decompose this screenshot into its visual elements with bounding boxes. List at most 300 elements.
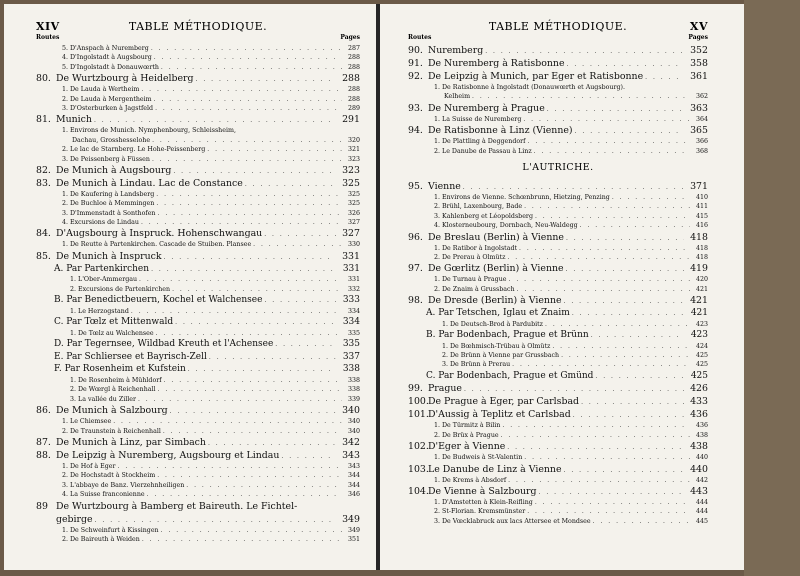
entry-text: 1. La Suisse de Nuremberg [434,115,522,123]
entry-text: 3. De Brünn à Prerau [442,361,511,369]
entry-text: 2. De Prerau à Olmütz [434,253,506,261]
entry-text: De Munich à Inspruck [56,250,162,262]
entry-text: A. Par Partenkirchen [54,263,150,274]
page-ref: 364 [695,115,708,123]
entry-text: 1. De Lauda à Wertheim [62,86,140,94]
route-entry [36,404,360,417]
entry-text: 1. De Rosenheim à Mühldorf [70,376,162,384]
sub-entry [36,338,360,351]
entry-text: 1. Le Chiemsee [62,418,112,426]
page-ref: 425 [690,370,708,381]
dot-leader [485,45,684,57]
entry-text: gebirge [56,513,93,525]
sub-entry [408,307,708,320]
page-ref: 368 [695,147,708,155]
dot-leader [472,92,690,101]
page-ref: 343 [342,449,360,461]
entry-text: 2. St-Florian. Kremsmünster [434,508,526,516]
entry-text: 3. D'Immenstadt à Sonthofen [62,209,156,217]
dot-leader [645,71,684,83]
route-entry [36,113,360,126]
column-headers [408,34,708,44]
page-ref: 440 [695,454,708,462]
route-entry [408,382,708,395]
dot-leader [151,44,342,53]
entry-text: De Munich à Linz, par Simbach [56,436,206,448]
dot-leader [157,471,342,480]
entry-text: 1. D'Amstetten à Klein-Reifling [434,498,533,506]
route-entry [36,72,360,85]
entry-text: Dachau, Grosshesselohe [72,136,151,144]
page-ref: 349 [342,513,360,525]
dot-leader [141,85,342,94]
route-number: 83. [36,177,51,189]
sub-entry [36,85,360,94]
sub-entry [36,395,360,404]
page-ref: 418 [695,244,708,252]
dot-leader [524,453,690,462]
entry-text: 2. Le Danube de Passau à Linz [434,147,532,155]
page-ref: 331 [342,263,360,274]
dot-leader [188,364,336,376]
page-ref: 338 [342,364,360,375]
page-ref: 321 [347,146,360,154]
page-ref: 418 [695,253,708,261]
entry-text: De Wurtzbourg à Bamberg et Baireuth. Le Fichtel- [56,500,298,512]
entry-text: De Munich à Salzbourg [56,405,168,417]
route-number: 80. [36,73,51,85]
entry-text: D'Eger à Vienne [428,441,506,453]
dot-leader [507,253,690,262]
dot-leader [508,476,690,485]
page-ref: 325 [342,177,360,189]
page-ref: 363 [690,102,708,114]
dot-leader [575,125,684,137]
sub-entry [408,517,708,526]
dot-leader [164,251,336,263]
route-number: 91. [408,58,423,69]
sub-entry [408,360,708,369]
sub-entry [36,155,360,164]
page-ref: 418 [690,231,708,243]
page-ref: 423 [695,320,708,328]
entry-text: 1. De Plattling à Deggendorf [434,138,526,146]
route-number: 98. [408,295,423,307]
dot-leader [517,285,690,294]
dot-leader [139,275,342,284]
page-ref: 442 [695,476,708,484]
page-number: XIV [36,20,60,33]
sub-entry [408,285,708,294]
sub-entry [408,275,708,284]
entry-text: 2. De Buchloe à Memmingen [62,200,155,208]
entry-text: Kelheim [444,93,471,101]
dot-leader [573,409,684,421]
sub-entry [36,209,360,218]
page-ref: 421 [690,295,708,307]
dot-leader [170,405,336,417]
routes-column-header: Routes [36,34,60,41]
page-ref: 334 [342,317,360,328]
entry-text: De Prague à Eger, par Carlsbad [428,396,580,408]
route-number: 96. [408,231,423,243]
dot-leader [95,514,336,526]
entry-text: B. Par Bodenbach, Prague et Brünn [426,330,589,341]
page-header [408,4,708,33]
dot-leader [245,178,336,190]
route-entry [408,463,708,476]
page-ref: 443 [690,485,708,497]
route-number: 86. [36,405,51,417]
sub-entry [36,526,360,535]
page-header [36,4,360,33]
entry-text: Munich [56,114,92,126]
route-number: 104. [408,485,429,497]
page-ref: 288 [347,95,360,103]
entry-text: 1. De Schweinfurt à Kissingen [62,526,159,534]
sub-entry [408,342,708,351]
sub-entry [408,147,708,156]
sub-entry [36,145,360,154]
route-entry [408,294,708,307]
entry-text: 3. La vallée du Ziller [70,395,136,403]
page-ref: 410 [695,193,708,201]
sub-entry [408,253,708,262]
route-entry [408,440,708,453]
dot-leader [593,517,690,526]
entry-text: De Nuremberg à Prague [428,102,545,114]
dot-leader [154,95,342,104]
sub-entry [36,199,360,208]
sub-entry [408,476,708,485]
entry-text: D. Par Tegernsee, Wildbad Kreuth et l'Achensee [54,339,274,350]
page-ref: 419 [690,263,708,275]
dot-leader [612,193,690,202]
route-entry [36,177,360,190]
dot-leader [566,232,684,244]
page-ref: 332 [347,285,360,293]
dot-leader [147,490,342,499]
page-ref: 330 [347,241,360,249]
page-title: TABLE MÉTHODIQUE. [128,20,268,33]
dot-leader [580,221,690,230]
dot-leader [572,308,684,320]
route-number: 85. [36,250,51,262]
dot-leader [527,507,690,516]
page-ref: 337 [342,351,360,362]
page-ref: 344 [347,481,360,489]
sub-entry [36,427,360,436]
dot-leader [142,535,342,544]
entry-text: B. Par Benedictbeuern, Kochel et Walchensee [54,295,263,306]
page-ref: 425 [695,361,708,369]
entry-text: 2. De Brünn à Vienne par Grussbach [442,352,560,360]
dot-leader [152,136,342,145]
entry-text: 1. De Turnau à Prague [434,276,507,284]
dot-leader [163,427,342,436]
left-page [4,4,376,570]
entry-text: 2. De Lauda à Mergentheim [62,95,152,103]
entry-text: Nuremberg [428,45,484,56]
sub-entry [408,212,708,221]
entry-text: D'Augsbourg à Inspruck. Hohenschwangau [56,228,263,240]
page-ref: 344 [347,472,360,480]
entry-text: 4. La Suisse franconienne [62,491,145,499]
dot-leader [507,441,684,453]
dot-leader [156,329,342,338]
page-title: TABLE MÉTHODIQUE. [488,20,628,33]
route-number: 90. [408,45,423,56]
route-entry [408,57,708,70]
route-number: 92. [408,71,423,82]
route-number: 94. [408,125,423,137]
toc-entries [408,44,708,526]
dot-leader [464,383,684,395]
dot-leader [156,199,342,208]
sub-entry [36,535,360,544]
dot-leader [501,431,690,440]
page-ref: 352 [690,45,708,56]
page-ref: 323 [347,155,360,163]
sub-entry [36,263,360,276]
dot-leader [528,137,690,146]
page-ref: 340 [342,405,360,417]
entry-text: De Gœrlitz (Berlin) à Vienne [428,263,564,275]
dot-leader [463,181,684,193]
page-ref: 444 [695,508,708,516]
sub-entry [408,92,708,101]
sub-entry [408,193,708,202]
entry-text: 3. De Peissenberg à Füssen [62,155,150,163]
entry-text: E. Par Schliersee et Bayrisch-Zell [54,351,207,362]
sub-entry [36,351,360,364]
entry-text: C. Par Tœlz et Mittenwald [54,317,174,328]
entry-text: 1. De Bœhmisch-Trübau à Olmütz [442,342,551,350]
sub-entry [36,513,360,526]
entry-text: 3. Kahlenberg et Léopoldsberg [434,212,533,220]
entry-text: 1. De Reutte à Partenkirchen. Cascade de Stuiben. Plansee [62,241,252,249]
entry-text: 1. De Budweis à St-Valentin [434,454,523,462]
dot-leader [158,385,342,394]
sub-entry [36,307,360,316]
dot-leader [581,396,684,408]
dot-leader [154,53,342,62]
entry-text: 4. D'Ingolstadt à Augsbourg [62,54,152,62]
dot-leader [535,498,690,507]
dot-leader [539,486,685,498]
entry-text: De Ratisbonne à Linz (Vienne) [428,125,573,137]
entry-text: 2. Excursions de Partenkirchen [70,285,171,293]
background-edge [744,0,800,576]
route-number: 93. [408,102,423,114]
dot-leader [275,339,336,351]
entry-text: 2. De Hochstadt à Stockheim [62,472,156,480]
entry-text: 2. De Wœrgl à Reichenhall [70,386,156,394]
dot-leader [595,371,684,383]
entry-text: 1. Environs de Munich. Nymphenbourg, Schleissheim, [62,127,236,135]
sub-entry [36,240,360,249]
route-entry [408,180,708,193]
dot-leader [207,145,342,154]
sub-entry [36,136,360,145]
sub-entry [36,95,360,104]
sub-entry [36,376,360,385]
dot-leader [175,317,336,329]
entry-text: A. Par Tetschen, Iglau et Znaim [426,308,570,319]
entry-text: De Munich à Augsbourg [56,164,172,176]
sub-entry [36,44,360,53]
book-spread [4,4,744,570]
route-number: 95. [408,180,423,192]
sub-entry [36,490,360,499]
entry-text: 5. D'Ingolstadt à Donauwœrth [62,63,159,71]
page-ref: 342 [342,436,360,448]
page-ref: 361 [690,71,708,82]
page-ref: 343 [347,462,360,470]
sub-entry [408,137,708,146]
route-entry [408,395,708,408]
page-ref: 411 [695,203,708,211]
entry-text: 1. De Deutsch-Brod à Pardubitz [442,320,544,328]
page-ref: 423 [690,330,708,341]
route-number: 87. [36,436,51,448]
entry-text: 1. De Türmitz à Bilin [434,422,501,430]
page-number: XV [689,20,708,33]
page-ref: 444 [695,498,708,506]
page-ref: 327 [342,228,360,240]
page-ref: 436 [695,422,708,430]
page-ref: 326 [347,209,360,217]
route-number: 97. [408,263,423,275]
dot-leader [172,285,342,294]
route-number: 81. [36,114,51,126]
entry-text: De Vienne à Salzbourg [428,485,537,497]
page-ref: 340 [347,427,360,435]
dot-leader [567,58,685,70]
dot-leader [281,450,336,462]
sub-entry [408,320,708,329]
dot-leader [152,155,342,164]
pages-column-header: Pages [688,34,708,41]
sub-entry [408,507,708,516]
page-ref: 433 [690,396,708,408]
route-entry [36,436,360,449]
entry-text: 1. De Krems à Absdorf [434,476,507,484]
page-ref: 339 [347,395,360,403]
entry-text: 2. De Brüx à Prague [434,431,499,439]
dot-leader [509,275,691,284]
entry-text: 5. D'Anspach à Nuremberg [62,45,149,52]
page-ref: 323 [342,164,360,176]
page-ref: 338 [347,376,360,384]
dot-leader [264,228,336,240]
page-ref: 346 [347,491,360,499]
sub-entry [36,104,360,113]
route-number: 99. [408,383,423,395]
page-ref: 420 [695,276,708,284]
dot-leader [113,417,342,426]
entry-text: De Dresde (Berlin) à Vienne [428,295,562,307]
entry-text: 1. De Ratibor à Ingolstadt [434,244,518,252]
sub-entry [36,190,360,199]
sub-entry [408,202,708,211]
page-ref: 436 [690,409,708,421]
sub-entry [408,329,708,342]
entry-text: De Nuremberg à Ratisbonne [428,58,565,69]
dot-leader [196,73,336,85]
dot-leader [186,481,342,490]
page-ref: 438 [695,431,708,439]
dot-leader [591,330,684,342]
sub-entry [408,351,708,360]
dot-leader [94,114,336,126]
page-ref: 340 [347,418,360,426]
entry-text: 2. De Baireuth à Weiden [62,535,140,543]
dot-leader [519,244,690,253]
route-number: 84. [36,228,51,240]
sub-entry [36,53,360,62]
entry-text: 1. De Ratisbonne à Ingolstadt (Donauwœrth et Augsbourg). [434,84,625,91]
dot-leader [253,240,342,249]
sub-entry [36,417,360,426]
page-ref: 288 [347,63,360,71]
page-ref: 358 [690,58,708,69]
route-number: 88. [36,449,51,461]
entry-text: 3. L'abbaye de Banz. Vierzehnheiligen [62,481,185,489]
page-ref: 440 [690,463,708,475]
route-number: 102. [408,441,429,453]
sub-entry [36,385,360,394]
dot-leader [545,320,690,329]
sub-entry [408,370,708,383]
page-ref: 362 [695,93,708,101]
sub-entry [36,481,360,490]
page-ref: 331 [347,276,360,284]
sub-entry [408,221,708,230]
dot-leader [208,437,336,449]
page-ref: 421 [690,308,708,319]
pages-column-header: Pages [340,34,360,41]
page-ref: 333 [342,295,360,306]
route-entry [36,449,360,462]
entry-text: 3. De Vœcklabruck aux lacs Attersee et Mondsee [434,517,591,525]
sub-entry [36,218,360,227]
dot-leader [264,295,336,307]
entry-text: C. Par Bodenbach, Prague et Gmünd [426,370,594,381]
page-ref: 288 [347,86,360,94]
entry-text: De Wurtzbourg à Heidelberg [56,73,194,85]
route-entry [408,70,708,83]
sub-entry [408,421,708,430]
route-entry [36,500,360,513]
page-ref: 325 [347,190,360,198]
entry-text: 1. Environs de Vienne. Schœnbrunn, Hietzing, Penzing [434,193,610,201]
dot-leader [155,104,342,113]
sub-entry [36,63,360,72]
dot-leader [138,395,342,404]
page-ref: 351 [347,535,360,543]
page-ref: 291 [342,114,360,126]
dot-leader [173,165,336,177]
entry-text: 4. Klosterneubourg, Dornbach, Neu-Waldegg [434,222,578,230]
route-number: 82. [36,164,51,176]
sub-entry [36,275,360,284]
page-ref: 371 [690,180,708,192]
page-ref: 287 [347,45,360,52]
entry-text: D'Aussig à Teplitz et Carlsbad [428,409,571,421]
page-ref: 289 [347,104,360,112]
dot-leader [561,351,690,360]
